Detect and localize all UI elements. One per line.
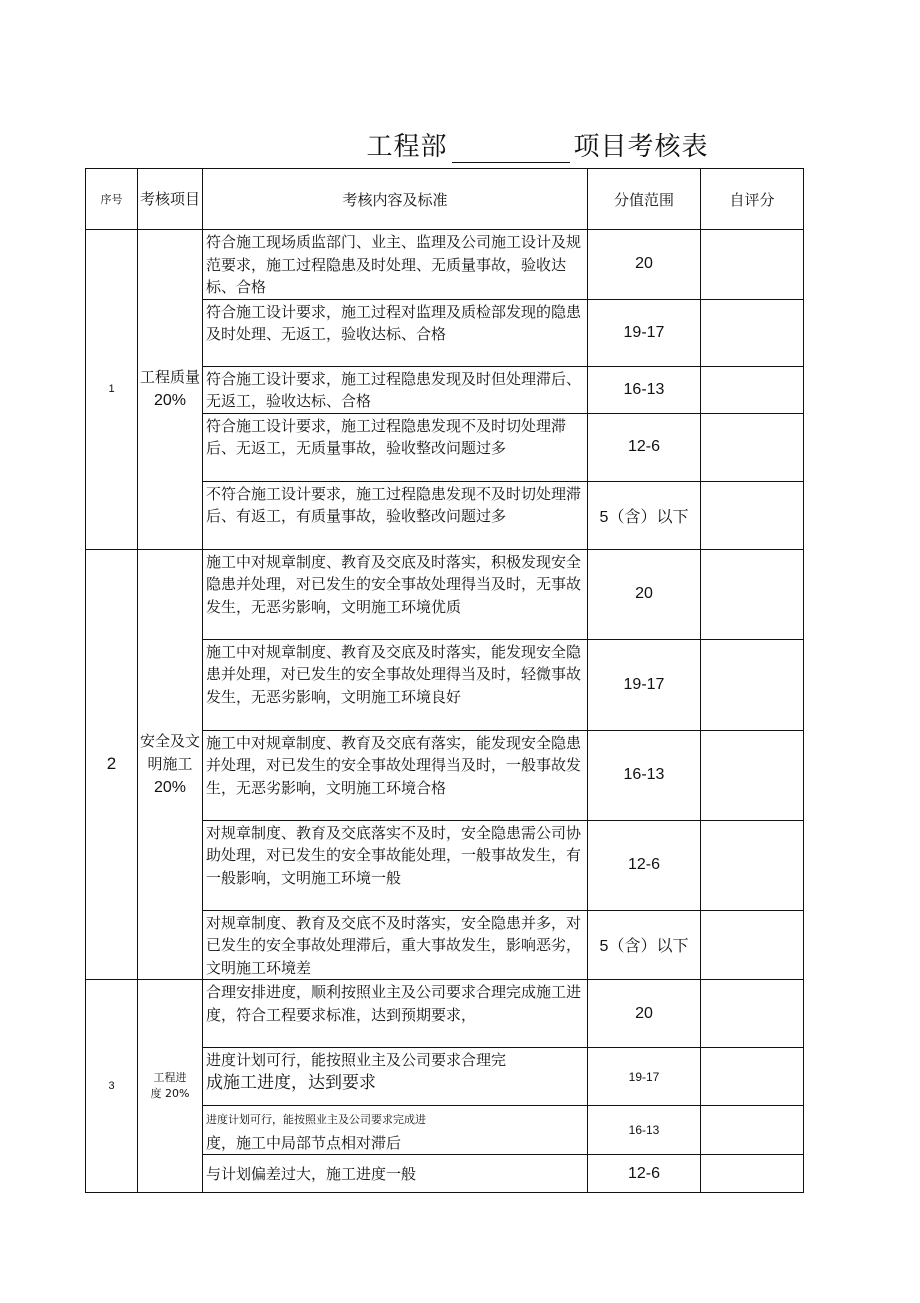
header-range: 分值范围 (588, 169, 701, 230)
range-cell: 12-6 (588, 820, 701, 910)
header-seq: 序号 (86, 169, 138, 230)
self-score-cell[interactable] (701, 299, 804, 366)
range-cell: 20 (588, 549, 701, 639)
header-item: 考核项目 (138, 169, 203, 230)
content-cell: 进度计划可行，能按照业主及公司要求合理完 成施工进度，达到要求 (203, 1048, 588, 1106)
range-cell: 12-6 (588, 1155, 701, 1193)
table-row (86, 230, 804, 300)
title-blank-line (452, 140, 570, 163)
header-self-score: 自评分 (701, 169, 804, 230)
header-row (86, 169, 804, 230)
content-cell: 进度计划可行，能按照业主及公司要求完成进 度，施工中局部节点相对滞后 (203, 1106, 588, 1155)
self-score-cell[interactable] (701, 230, 804, 300)
self-score-cell[interactable] (701, 820, 804, 910)
content-cell: 与计划偏差过大，施工进度一般 (203, 1155, 588, 1193)
item-cell: 工程进 度 20% (138, 980, 203, 1193)
seq-cell: 3 (86, 980, 138, 1193)
range-cell: 5（含）以下 (588, 910, 701, 980)
table-row (86, 549, 804, 639)
seq-cell: 2 (86, 549, 138, 980)
range-cell: 5（含）以下 (588, 481, 701, 549)
content-cell: 不符合施工设计要求，施工过程隐患发现不及时切处理滞后、有返工，有质量事故，验收整改问题过多 (203, 481, 588, 549)
content-cell: 符合施工现场质监部门、业主、监理及公司施工设计及规范要求，施工过程隐患及时处理、无质量事故，验收达标、合格 (203, 230, 588, 300)
self-score-cell[interactable] (701, 1155, 804, 1193)
range-cell: 19-17 (588, 299, 701, 366)
self-score-cell[interactable] (701, 413, 804, 481)
content-cell: 施工中对规章制度、教育及交底及时落实，积极发现安全隐患并处理，对已发生的安全事故处理得当及时，无事故发生，无恶劣影响，文明施工环境优质 (203, 549, 588, 639)
self-score-cell[interactable] (701, 549, 804, 639)
header-content: 考核内容及标准 (203, 169, 588, 230)
content-cell: 符合施工设计要求，施工过程对监理及质检部发现的隐患及时处理、无返工，验收达标、合格 (203, 299, 588, 366)
table-row (86, 980, 804, 1048)
range-cell: 12-6 (588, 413, 701, 481)
content-cell: 对规章制度、教育及交底落实不及时，安全隐患需公司协助处理，对已发生的安全事故能处理，一般事故发生，有一般影响，文明施工环境一般 (203, 820, 588, 910)
range-cell: 20 (588, 980, 701, 1048)
item-cell: 安全及文明施工 20% (138, 549, 203, 980)
self-score-cell[interactable] (701, 366, 804, 413)
self-score-cell[interactable] (701, 910, 804, 980)
range-cell: 19-17 (588, 1048, 701, 1106)
item-cell: 工程质量 20% (138, 230, 203, 550)
seq-cell: 1 (86, 230, 138, 550)
range-cell: 16-13 (588, 1106, 701, 1155)
range-cell: 20 (588, 230, 701, 300)
content-cell: 对规章制度、教育及交底不及时落实，安全隐患并多，对已发生的安全事故处理滞后，重大事故发生，影响恶劣，文明施工环境差 (203, 910, 588, 980)
content-cell: 合理安排进度，顺利按照业主及公司要求合理完成施工进度，符合工程要求标准，达到预期要求， (203, 980, 588, 1048)
range-cell: 16-13 (588, 730, 701, 820)
self-score-cell[interactable] (701, 980, 804, 1048)
range-cell: 16-13 (588, 366, 701, 413)
page-title: 工程部 项目考核表 (366, 132, 709, 162)
self-score-cell[interactable] (701, 730, 804, 820)
range-cell: 19-17 (588, 639, 701, 730)
self-score-cell[interactable] (701, 1048, 804, 1106)
assessment-table (85, 168, 804, 1193)
content-cell: 施工中对规章制度、教育及交底有落实，能发现安全隐患并处理，对已发生的安全事故处理得当及时，一般事故发生，无恶劣影响，文明施工环境合格 (203, 730, 588, 820)
self-score-cell[interactable] (701, 1106, 804, 1155)
self-score-cell[interactable] (701, 481, 804, 549)
content-cell: 符合施工设计要求，施工过程隐患发现及时但处理滞后、无返工，验收达标、合格 (203, 366, 588, 413)
self-score-cell[interactable] (701, 639, 804, 730)
content-cell: 符合施工设计要求，施工过程隐患发现不及时切处理滞后、无返工，无质量事故，验收整改问题过多 (203, 413, 588, 481)
content-cell: 施工中对规章制度、教育及交底及时落实，能发现安全隐患并处理，对已发生的安全事故处理得当及时，轻微事故发生，无恶劣影响，文明施工环境良好 (203, 639, 588, 730)
